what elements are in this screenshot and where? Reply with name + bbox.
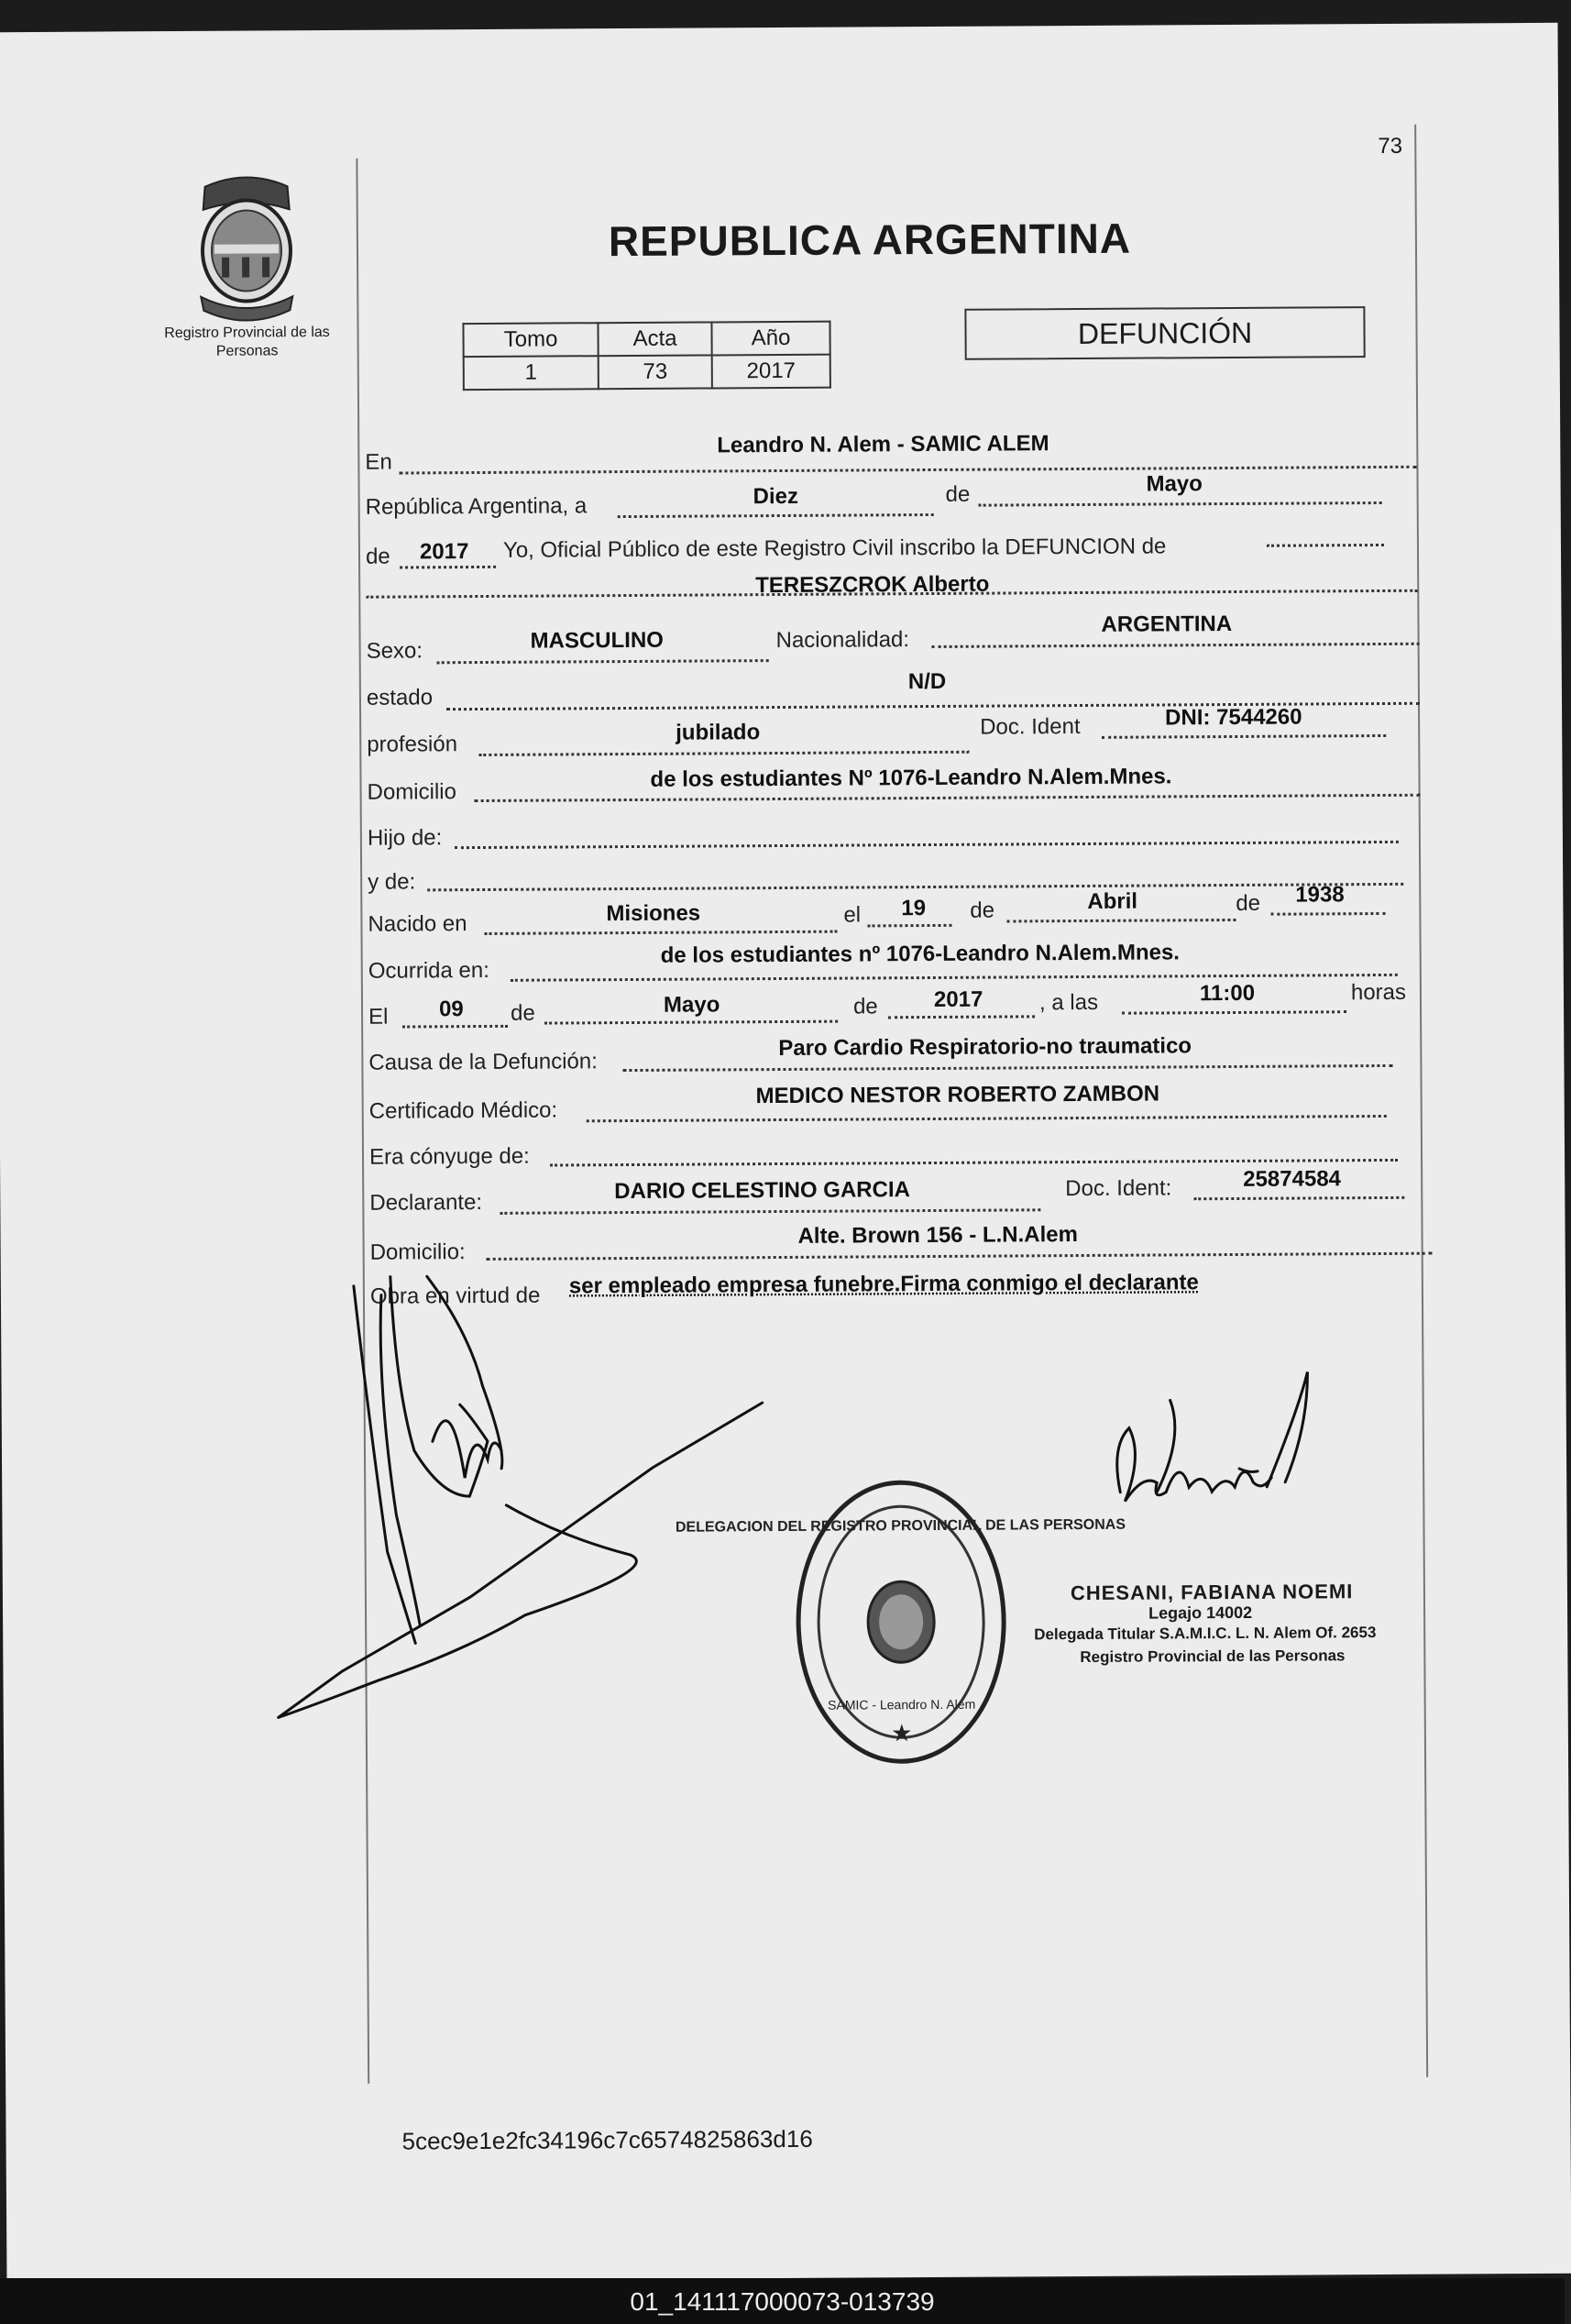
left-margin-rule [356, 159, 369, 2084]
doc2-label: Doc. Ident: [1065, 1175, 1172, 1202]
tomo-header: Tomo [463, 323, 598, 357]
nac-mes-line [1006, 919, 1236, 923]
domicilio-line [475, 794, 1421, 802]
anio-value: 2017 [419, 539, 469, 565]
inscribo-text: Yo, Oficial Público de este Registro Civil inscribo la DEFUNCION de [502, 534, 1167, 563]
dia-line [618, 513, 934, 518]
declarant-signature [267, 1275, 700, 1755]
provincial-emblem-icon [186, 172, 306, 329]
nac-anio-value: 1938 [1295, 882, 1345, 908]
declarante-value: DARIO CELESTINO GARCIA [614, 1177, 911, 1205]
de2-label: de [365, 544, 390, 569]
sexo-label: Sexo: [366, 638, 423, 664]
hijo-line [455, 841, 1399, 849]
document-type-box: DEFUNCIÓN [964, 306, 1365, 360]
nac-dia-value: 19 [901, 896, 927, 921]
de3-label: de [970, 898, 995, 923]
nacionalidad-value: ARGENTINA [1101, 611, 1233, 637]
footer-bar [0, 2278, 1565, 2324]
domicilio-label: Domicilio [367, 779, 457, 805]
nac-mes-value: Abril [1087, 888, 1138, 914]
nacionalidad-line [932, 643, 1420, 648]
page-number: 73 [1378, 133, 1403, 160]
tomo-value: 1 [464, 356, 599, 390]
doc-label: Doc. Ident [980, 714, 1081, 740]
doc-line [1102, 734, 1386, 739]
acta-header: Acta [598, 322, 711, 356]
republica-label: República Argentina, a [365, 493, 588, 520]
def-dia-line [402, 1025, 508, 1029]
profesion-value: jubilado [676, 720, 761, 745]
profesion-label: profesión [367, 732, 458, 757]
nacido-value: Misiones [606, 900, 701, 927]
def-mes-line [544, 1020, 838, 1025]
nacido-line [485, 931, 838, 935]
causa-label: Causa de la Defunción: [368, 1049, 598, 1075]
de6-label: de [852, 994, 878, 1019]
record-table [462, 321, 830, 391]
dia-value: Diez [753, 483, 799, 510]
hora-line [1122, 1010, 1346, 1014]
domicilio-value: de los estudiantes Nº 1076-Leandro N.Alem.Mnes. [650, 764, 1172, 792]
hijo-label: Hijo de: [367, 825, 443, 851]
mes-value: Mayo [1146, 471, 1203, 497]
alas-label: , a las [1038, 989, 1099, 1016]
hora-value: 11:00 [1199, 980, 1256, 1007]
de5-label: de [510, 1000, 535, 1026]
official-registry: Registro Provincial de las Personas [1080, 1647, 1346, 1667]
registry-name: Registro Provincial de las Personas [164, 324, 330, 359]
el-label: el [843, 902, 862, 928]
document-page [0, 23, 1571, 2283]
official-seal-icon [675, 1474, 1126, 1768]
seal-inner: SAMIC - Leandro N. Alem [828, 1696, 976, 1713]
nac-dia-line [867, 924, 951, 928]
sexo-line [437, 659, 769, 664]
anio-header: Año [711, 322, 829, 356]
doc2-value: 25874584 [1243, 1166, 1342, 1192]
document-title: REPUBLICA ARGENTINA [608, 214, 1132, 266]
certificado-value: MEDICO NESTOR ROBERTO ZAMBON [755, 1081, 1160, 1109]
obra-value: ser empleado empresa funebre.Firma conmigo el declarante [568, 1270, 1199, 1299]
domicilio2-label: Domicilio: [369, 1239, 466, 1265]
def-anio-line [888, 1015, 1035, 1019]
official-role: Delegada Titular S.A.M.I.C. L. N. Alem Of. 2653 [1034, 1624, 1377, 1644]
acta-value: 73 [599, 355, 712, 389]
nac-anio-line [1270, 912, 1385, 916]
en-line [399, 466, 1416, 475]
domicilio2-line [487, 1252, 1433, 1261]
official-name: CHESANI, FABIANA NOEMI [1070, 1580, 1354, 1605]
def-mes-value: Mayo [663, 992, 720, 1018]
obra-label: Obra en virtud de [369, 1283, 541, 1309]
causa-value: Paro Cardio Respiratorio-no traumatico [778, 1033, 1192, 1062]
def-anio-value: 2017 [933, 986, 983, 1012]
svg-text:★: ★ [891, 1719, 913, 1747]
document-hash: 5cec9e1e2fc34196c7c6574825863d16 [401, 2124, 813, 2155]
seal-text: DELEGACION DEL REGISTRO PROVINCIAL DE LAS PERSONAS [675, 1516, 1126, 1536]
declarante-line [500, 1208, 1040, 1215]
horas-label: horas [1350, 979, 1407, 1006]
ocurrida-line [511, 974, 1398, 982]
nacionalidad-label: Nacionalidad: [775, 627, 910, 654]
estado-value: N/D [907, 668, 947, 695]
doc-value: DNI: 7544260 [1165, 704, 1302, 731]
ocurrida-label: Ocurrida en: [368, 957, 489, 984]
en-label: En [365, 449, 392, 475]
causa-line [622, 1064, 1392, 1072]
declarante-label: Declarante: [369, 1190, 483, 1216]
de-label: de [945, 481, 971, 507]
inscribo-line [1267, 544, 1384, 547]
nacido-label: Nacido en [368, 911, 467, 937]
conyuge-line [550, 1159, 1398, 1167]
official-legajo: Legajo 14002 [1148, 1603, 1253, 1623]
def-dia-value: 09 [438, 997, 464, 1022]
yde-label: y de: [368, 869, 416, 895]
sexo-value: MASCULINO [530, 627, 664, 654]
doc2-line [1193, 1196, 1404, 1200]
profesion-line [478, 751, 969, 756]
right-margin-rule [1414, 125, 1428, 2077]
en-value: Leandro N. Alem - SAMIC ALEM [717, 431, 1049, 458]
el2-label: El [368, 1004, 389, 1030]
mes-line [979, 501, 1382, 507]
estado-label: estado [366, 685, 434, 710]
footer-code: 01_141117000073-013739 [630, 2287, 935, 2316]
anio-line [400, 566, 496, 569]
de4-label: de [1236, 890, 1261, 916]
conyuge-label: Era cónyuge de: [368, 1143, 530, 1170]
certificado-label: Certificado Médico: [368, 1097, 558, 1124]
nombre-value: TERESZCROK Alberto [755, 571, 990, 599]
domicilio2-value: Alte. Brown 156 - L.N.Alem [797, 1222, 1079, 1249]
anio-value: 2017 [712, 355, 830, 389]
ocurrida-value: de los estudiantes nº 1076-Leandro N.Alem.Mnes. [660, 940, 1181, 968]
official-signature [1101, 1371, 1322, 1574]
certificado-line [587, 1115, 1387, 1122]
